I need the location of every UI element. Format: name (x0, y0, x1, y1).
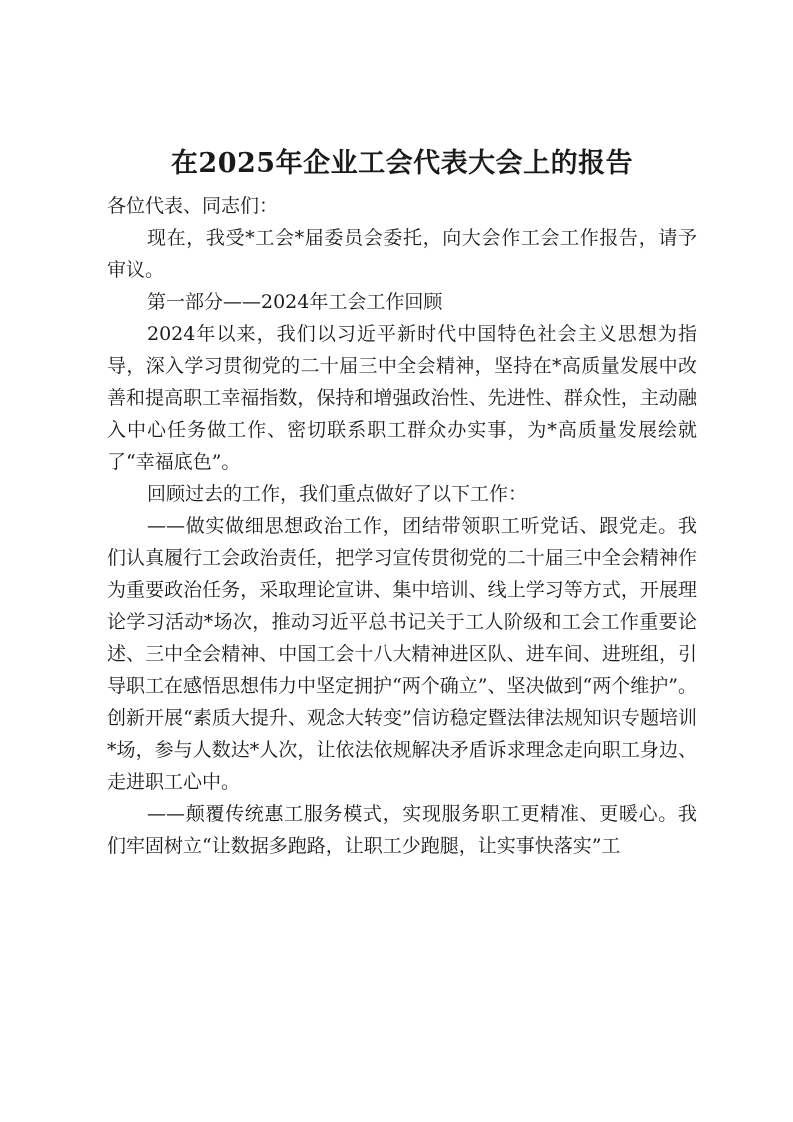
salutation: 各位代表、同志们： (107, 195, 279, 217)
paragraph-overview: 2024年以来，我们以习近平新时代中国特色社会主义思想为指导，深入学习贯彻党的二十届三中全会精神，坚持在*高质量发展中改善和提高职工幸福指数，保持和增强政治性、先进性、群众性，主动融入中心任务做工作、密切联系职工群众办实事，为*高质量发展绘就了“幸福底色”。 (107, 323, 697, 473)
paragraph-service-model: ——颠覆传统惠工服务模式，实现服务职工更精准、更暖心。我们牢固树立“让数据多跑路，让职工少跑腿，让实事快落实”工 (107, 803, 697, 857)
paragraph-political-work: ——做实做细思想政治工作，团结带领职工听党话、跟党走。我们认真履行工会政治责任，把学习宣传贯彻党的二十届三中全会精神作为重要政治任务，采取理论宣讲、集中培训、线上学习等方式，开展理论学习活动*场次，推动习近平总书记关于工人阶级和工会工作重要论述、三中全会精神、中国工会十八大精神进区队、进车间、进班组，引导职工在感悟思想伟力中坚定拥护“两个确立”、坚决做到“两个维护”。创新开展“素质大提升、观念大转变”信访稳定暨法律法规知识专题培训*场，参与人数达*人次，让依法依规解决矛盾诉求理念走向职工身边、走进职工心中。 (107, 515, 697, 793)
document-page (107, 146, 697, 862)
paragraph-intro: 现在，我受*工会*届委员会委托，向大会作工会工作报告，请予审议。 (107, 227, 697, 281)
paragraph-review: 回顾过去的工作，我们重点做好了以下工作： (147, 483, 528, 505)
document-title: 在2025年企业工会代表大会上的报告 (170, 148, 634, 179)
section-heading: 第一部分——2024年工会工作回顾 (147, 291, 443, 313)
